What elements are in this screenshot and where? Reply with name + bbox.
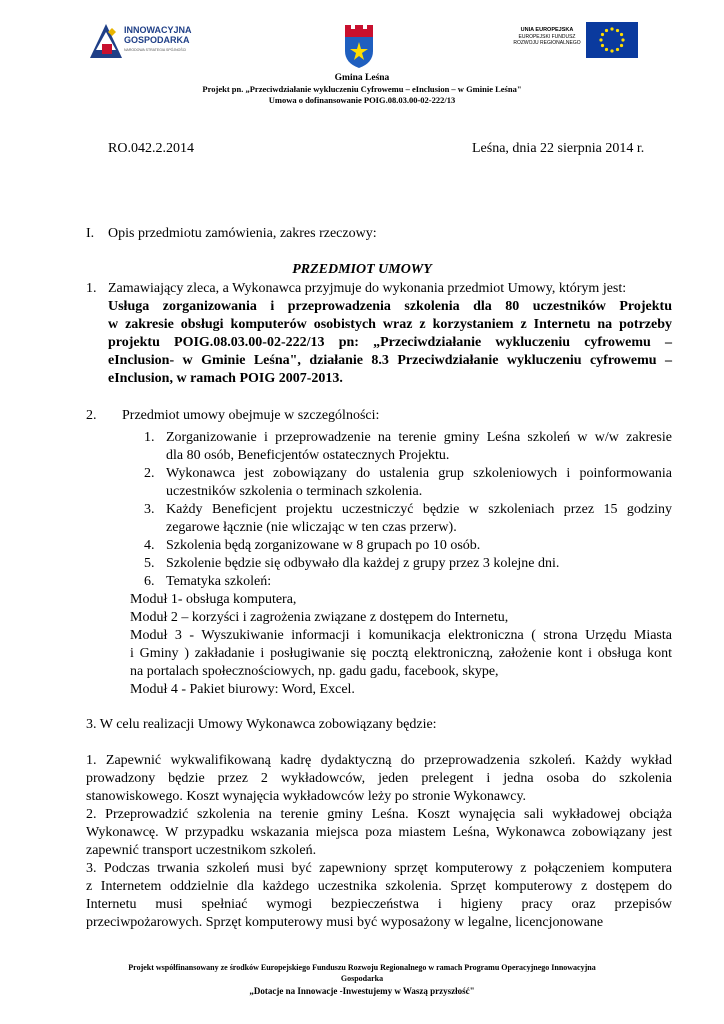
obligation-line: 1. Zapewnić wykwalifikowaną kadrę dydaktyczną do przeprowadzenia szkoleń. Każdy wykład [86, 753, 672, 768]
ig-emblem-icon [86, 20, 126, 64]
obligation-line: stanowiskowego. Koszt wynajęcia wykładowców leży po stronie Wykonawcy. [86, 789, 527, 804]
footer-line2: Gospodarka [340, 974, 384, 983]
p2-number: 2. [86, 408, 97, 423]
header-org: Gmina Leśna [334, 73, 390, 83]
eu-star-icon [610, 49, 613, 52]
ig-line2: GOSPODARKA [124, 35, 190, 45]
eu-star-icon [605, 48, 608, 51]
eu-logo [492, 18, 652, 62]
eu-star-icon [620, 33, 623, 36]
eu-star-icon [616, 29, 619, 32]
list-number: 2. [144, 466, 155, 481]
ig-line1: INNOWACYJNA [124, 25, 192, 35]
gmina-crest-icon [341, 21, 377, 69]
list-item: uczestników szkolenia o terminach szkolenia. [166, 484, 423, 499]
p1-intro: Zamawiający zleca, a Wykonawca przyjmuje do wykonania przedmiot Umowy, którym jest: [108, 281, 627, 296]
footer-line3: „Dotacje na Innowacje -Inwestujemy w Waszą przyszłość" [249, 986, 475, 996]
list-item: Wykonawca jest zobowiązany do ustalenia grup szkoleniowych i poinformowania [166, 466, 672, 481]
obligation-line: 2. Przeprowadzić szkolenia na terenie gminy Leśna. Koszt wynajęcia sali wykładowej obciąża [86, 807, 672, 822]
module-line: Moduł 2 – korzyści i zagrożenia związane z dostępem do Internetu, [130, 610, 509, 625]
list-number: 5. [144, 556, 155, 571]
module-line: na portalach społecznościowych, np. gadu gadu, facebook, skype, [130, 664, 499, 679]
eu-star-icon [616, 48, 619, 51]
list-number: 3. [144, 502, 155, 517]
list-item: dla 80 osób, Beneficjentów ostatecznych Projektu. [166, 448, 450, 463]
footer-line1: Projekt współfinansowany ze środków Europejskiego Funduszu Rozwoju Regionalnego w ramach Programu Operacyjnego Innowacyjna [128, 963, 596, 972]
eu-star-icon [601, 33, 604, 36]
eu-star-icon [599, 38, 602, 41]
obligation-line: przeciwpożarowych. Sprzęt komputerowy musi być wyposażony w legalne, licencjonowane [86, 915, 604, 930]
innowacyjna-gospodarka-logo [84, 12, 212, 68]
eu-line1: UNIA EUROPEJSKA [520, 27, 574, 33]
list-number: 1. [144, 430, 155, 445]
eu-star-icon [610, 27, 613, 30]
subject-title: PRZEDMIOT UMOWY [292, 262, 432, 277]
obligation-line: prowadzony będzie przez 2 wykładowców, jeden prelegent i jedna osoba do szkolenia [86, 771, 672, 786]
list-item: zegarowe łącznie (nie wliczając w ten czas przerw). [166, 520, 457, 535]
header-project: Projekt pn. „Przeciwdziałanie wykluczeniu Cyfrowemu – eInclusion – w Gminie Leśna" [202, 84, 522, 94]
place-date: Leśna, dnia 22 sierpnia 2014 r. [472, 141, 645, 156]
eu-line3: ROZWOJU REGIONALNEGO [513, 40, 581, 46]
p1-bold-line: eInclusion- w Gminie Leśna", działanie 8.3 Przeciwdziałanie wykluczeniu cyfrowemu – [108, 353, 672, 368]
section-title: Opis przedmiotu zamówienia, zakres rzeczowy: [108, 226, 377, 241]
eu-star-icon [620, 44, 623, 47]
obligation-line: Wykonawcę. W przypadku wskazania miejsca poza miastem Leśna, Wykonawca zobowiązany jest [86, 825, 672, 840]
obligation-line: 3. Podczas trwania szkoleń musi być zapewniony sprzęt komputerowy z połączeniem komputera [86, 861, 672, 876]
header-agreement: Umowa o dofinansowanie POIG.08.03.00-02-222/13 [268, 95, 456, 105]
module-line: i Gminy ) zakładanie i posługiwanie się pocztą elektroniczną, założenie kont i obsługa kont [130, 646, 672, 661]
eu-star-icon [621, 38, 624, 41]
p2-intro: Przedmiot umowy obejmuje w szczególności: [122, 408, 380, 423]
list-item: Zorganizowanie i przeprowadzenie na terenie gminy Leśna szkoleń w w/w zakresie [166, 430, 672, 445]
module-line: Moduł 4 - Pakiet biurowy: Word, Excel. [130, 682, 355, 697]
p1-bold-line: eInclusion, w ramach POIG 2007-2013. [108, 371, 343, 386]
obligation-line: Internetu musi spełniać wymogi bezpieczeństwa i higieny pracy oraz przepisów [86, 897, 672, 912]
obligation-line: zapewnić transport uczestnikom szkoleń. [86, 843, 317, 858]
list-number: 6. [144, 574, 155, 589]
section-number: I. [86, 226, 95, 241]
list-item: Każdy Beneficjent projektu uczestniczyć będzie w szkoleniach przez 15 godziny [166, 502, 672, 517]
p3-intro: 3. W celu realizacji Umowy Wykonawca zobowiązany będzie: [86, 717, 437, 732]
document-reference: RO.042.2.2014 [108, 141, 194, 156]
p1-bold-line: w zakresie obsługi komputerów osobistych wraz z korzystaniem z Internetu na potrzeby [108, 317, 672, 332]
eu-flag-icon [586, 22, 638, 58]
list-item: Szkolenia będą zorganizowane w 8 grupach po 10 osób. [166, 538, 481, 553]
p1-bold-line: Usługa zorganizowania i przeprowadzenia szkolenia dla 80 uczestników Projektu [108, 299, 672, 314]
list-item: Tematyka szkoleń: [166, 574, 272, 589]
p1-number: 1. [86, 281, 97, 296]
ig-line3: NARODOWA STRATEGIA SPÓJNOŚCI [124, 48, 187, 52]
module-line: Moduł 1- obsługa komputera, [130, 592, 297, 607]
list-item: Szkolenie będzie się odbywało dla każdej z grupy przez 3 kolejne dni. [166, 556, 560, 571]
eu-star-icon [605, 29, 608, 32]
module-line: Moduł 3 - Wyszukiwanie informacji i komunikacja elektroniczna ( strona Urzędu Miasta [130, 628, 672, 643]
obligation-line: z Internetem oddzielnie dla każdego uczestnika szkolenia. Sprzęt komputerowy z dostępem do [86, 879, 672, 894]
eu-line2: EUROPEJSKI FUNDUSZ [518, 33, 576, 40]
p1-bold-line: projektu POIG.08.03.00-02-222/13 pn: „Przeciwdziałanie wykluczeniu cyfrowemu – [108, 335, 672, 350]
list-number: 4. [144, 538, 155, 553]
eu-star-icon [601, 44, 604, 47]
